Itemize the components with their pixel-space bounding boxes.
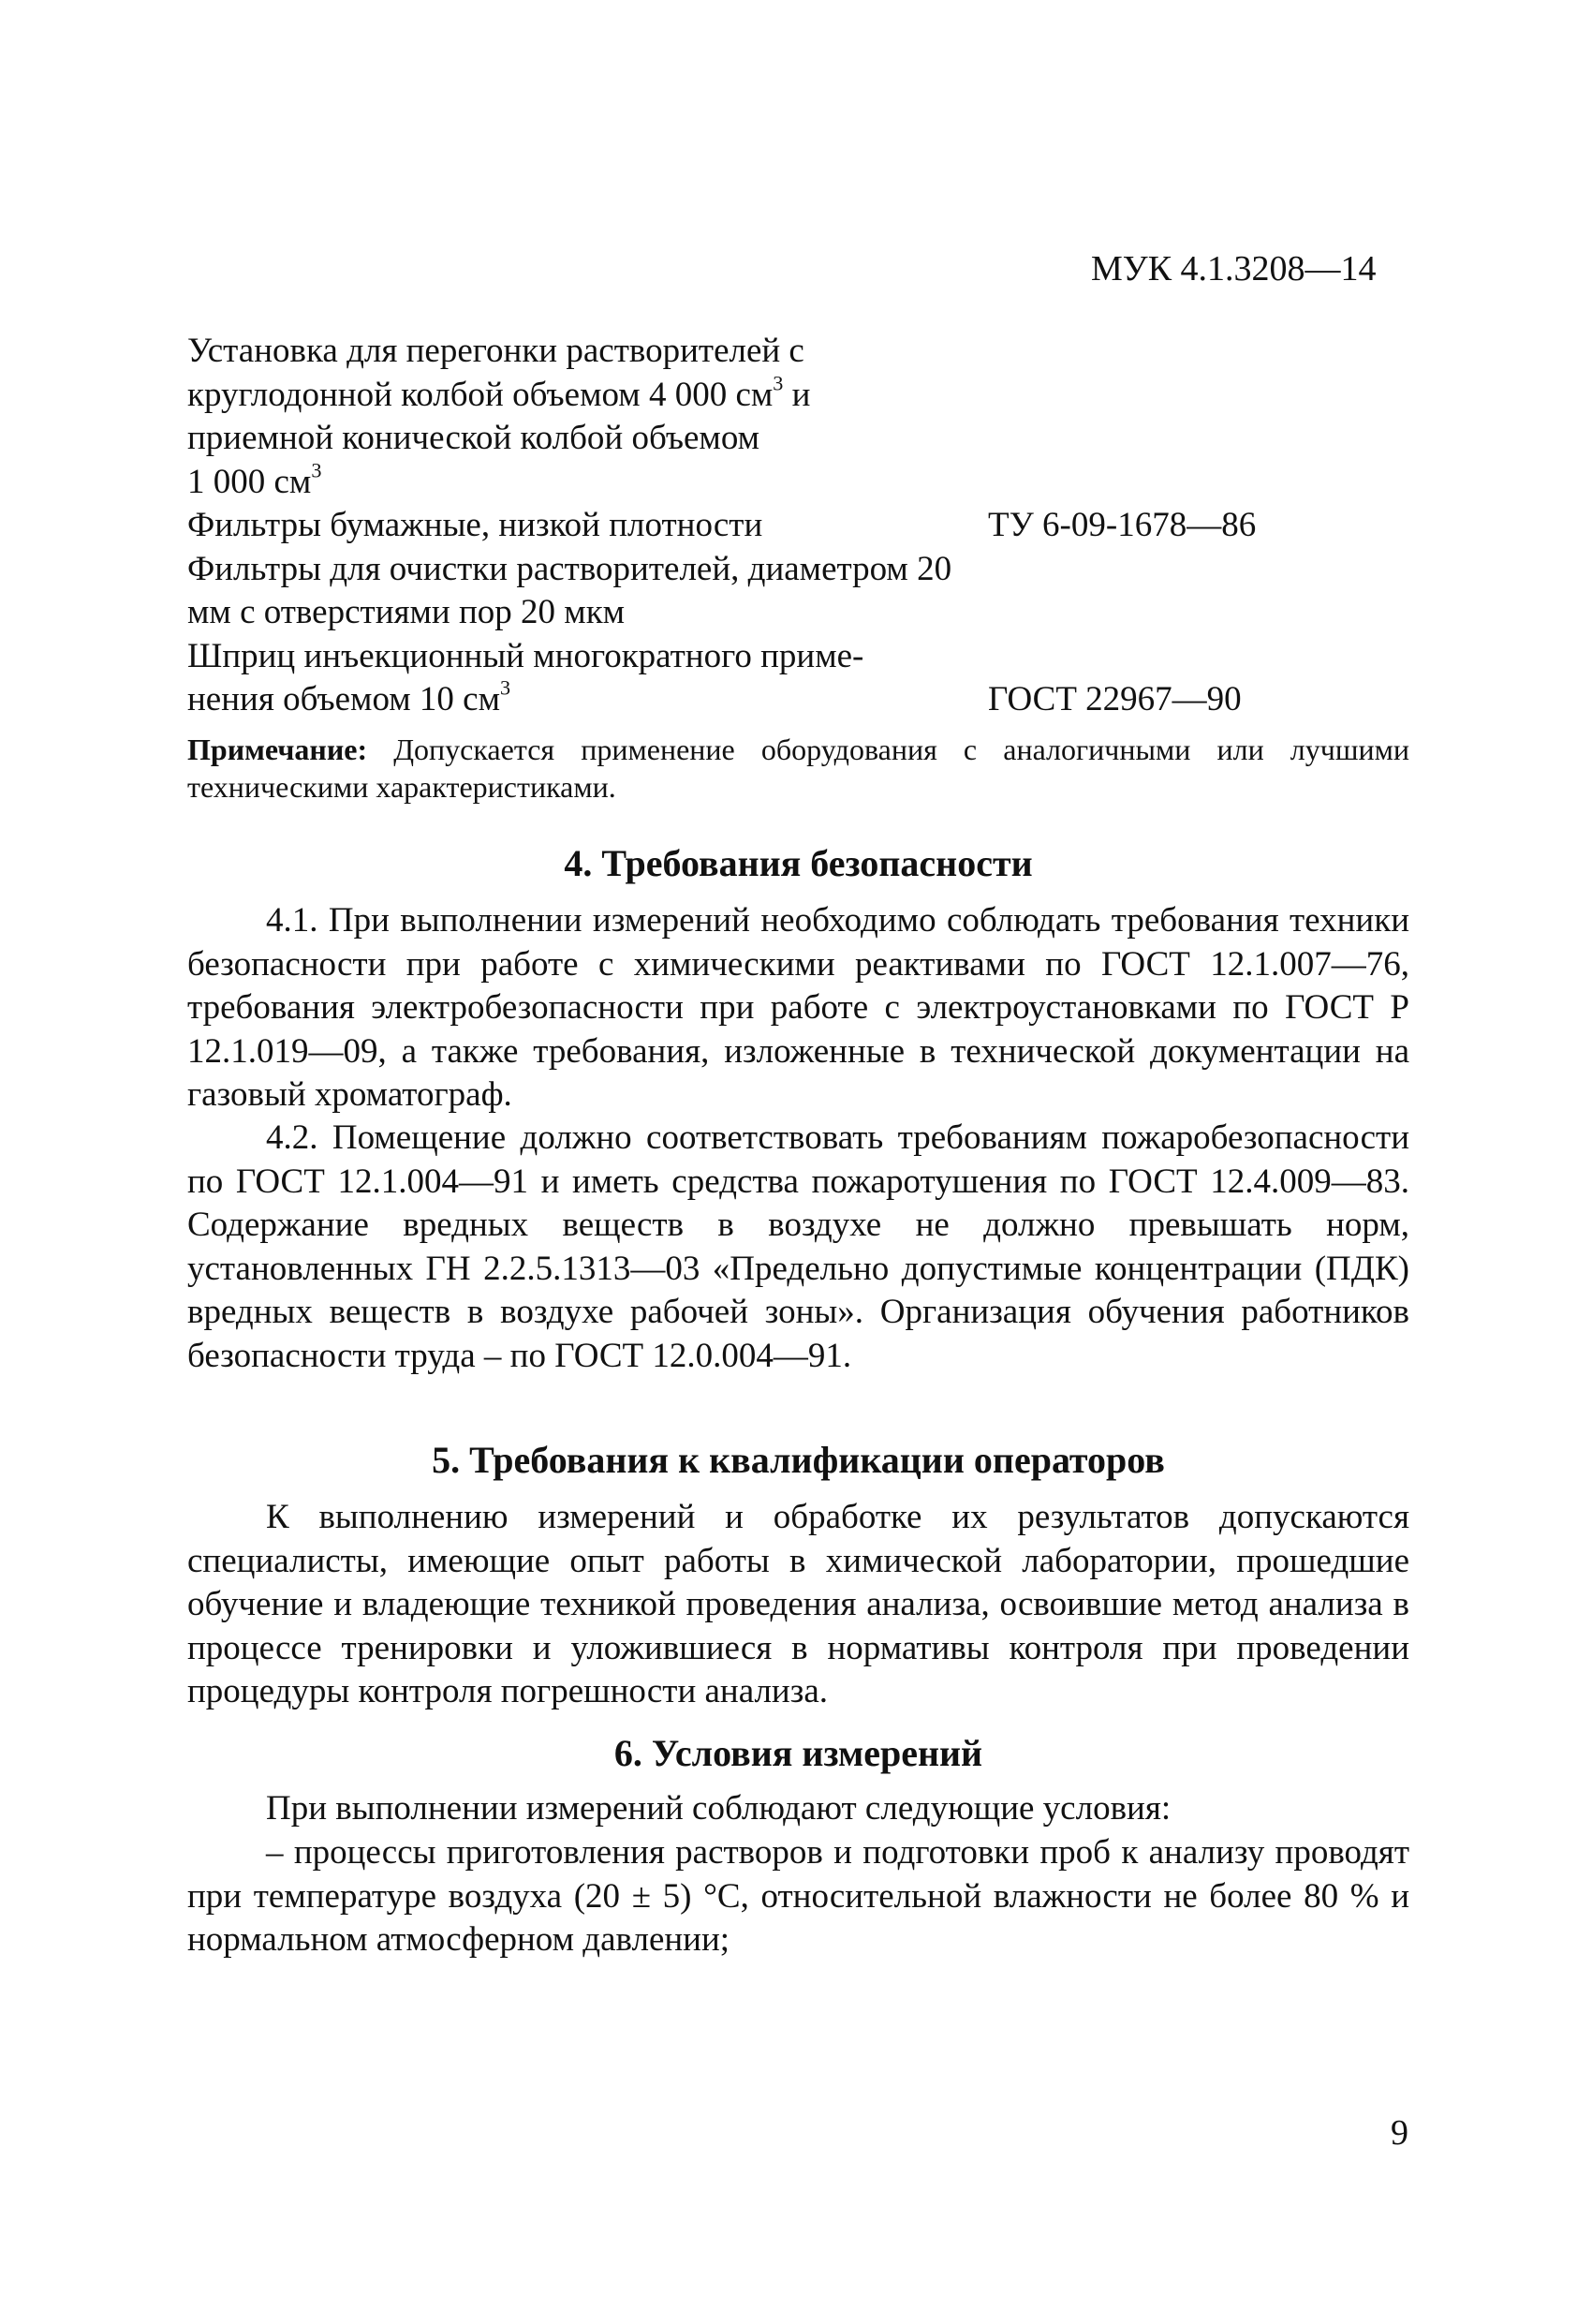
equipment-name-line: Шприц инъекционный многократного приме- — [187, 636, 864, 675]
paragraph: 4.2. Помещение должно соответствовать требованиям пожаробезопасности по ГОСТ 12.1.004—91 и иметь средства пожаротушения по ГОСТ 12.4.009—83. Содержание вредных веществ в воздухе не должно превышать норм, установленных ГН 2.2.5.1313—03 «Предельно допустимые концентрации (ПДК) вредных веществ в воздухе рабочей зоны». Организация обучения работников безопасности труда – по ГОСТ 12.0.004—91. — [187, 1118, 1409, 1375]
page-number: 9 — [1391, 2113, 1408, 2153]
note-text: Допускается применение оборудования с аналогичными или лучшими техническими характеристиками. — [187, 733, 1409, 804]
note-label: Примечание: — [187, 733, 368, 766]
equipment-name-line: Установка для перегонки растворителей с — [187, 332, 804, 370]
equipment-name: Фильтры бумажные, низкой плотности — [187, 506, 763, 544]
section-heading: 5. Требования к квалификации операторов — [432, 1439, 1165, 1481]
document-code-header: МУК 4.1.3208—14 — [1091, 249, 1377, 289]
equipment-name: Фильтры для очистки растворителей, диаметром 20 мм с отверстиями пор 20 мкм — [187, 549, 952, 631]
equipment-standard: ГОСТ 22967—90 — [988, 680, 1242, 718]
note — [187, 731, 1409, 806]
equipment-item — [187, 635, 1405, 722]
equipment-item — [187, 548, 1405, 635]
section-heading: 6. Условия измерений — [613, 1732, 983, 1774]
equipment-item — [187, 504, 1405, 548]
paragraph: 4.1. При выполнении измерений необходимо соблюдать требования техники безопасности при работе с химическими реактивами по ГОСТ 12.1.007—76, требования электробезопасности при работе с электроустановками по ГОСТ Р 12.1.019—09, а также требования, изложенные в технической документации на газовый хроматограф. — [187, 901, 1409, 1114]
equipment-name-line: нения объемом 10 см — [187, 680, 501, 718]
equipment-list — [187, 330, 1405, 722]
equipment-name-line: круглодонной колбой объемом 4 000 см — [187, 375, 774, 414]
section-heading: 4. Требования безопасности — [564, 842, 1033, 884]
superscript: 3 — [311, 457, 322, 481]
paragraph: К выполнению измерений и обработке их результатов допускаются специалисты, имеющие опыт работы в химической лаборатории, прошедшие обучение и владеющие техникой проведения анализа, освоившие метод анализа в процессе тренировки и уложившиеся в нормативы контроля при проведении процедуры контроля погрешности анализа. — [187, 1498, 1409, 1710]
superscript: 3 — [500, 675, 511, 700]
equipment-name-line: 1 000 см — [187, 462, 312, 501]
equipment-standard: ТУ 6-09-1678—86 — [988, 506, 1257, 544]
equipment-item — [187, 330, 1405, 504]
equipment-name-line: приемной конической колбой объемом — [187, 419, 760, 457]
superscript: 3 — [773, 370, 784, 394]
paragraph: – процессы приготовления растворов и подготовки проб к анализу проводят при температуре воздуха (20 ± 5) °С, относительной влажности не более 80 % и нормальном атмосферном давлении; — [187, 1833, 1409, 1959]
paragraph: При выполнении измерений соблюдают следующие условия: — [266, 1789, 1172, 1828]
equipment-name-line: и — [783, 375, 811, 414]
